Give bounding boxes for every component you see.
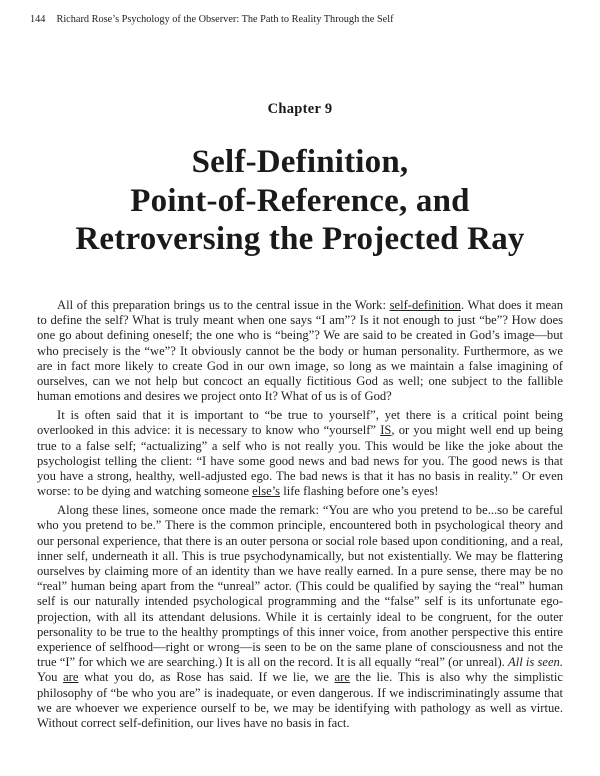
italic-text: All is seen. <box>508 655 563 670</box>
chapter-title-line: Self-Definition, <box>191 144 409 180</box>
underlined-text: self-definition <box>389 298 461 312</box>
text-run: . What does it mean to define the self? What is truly meant when one says “I am”? Is it not enough to just “be”? How does one go about defining oneself; the one who is “being”? We are said to be created in God’s image—but who precisely is the “we”? It obviously cannot be the body or human personality. Furthermore, as we are in fact more likely to create God in our own image, so long as we maintain a false imagining of ourselves, can we not help but concoct an equally fictitious God as well; one subject to the fallible human emotions and desires we project onto It? What of us is of God? <box>37 298 563 404</box>
body-paragraph <box>37 408 563 499</box>
chapter-title <box>40 143 560 259</box>
text-run: what you do, as Rose has said. If we lie, we <box>78 670 335 685</box>
text-run: life flashing before one’s eyes! <box>280 484 439 499</box>
underlined-text: else’s <box>252 484 281 499</box>
text-run: Along these lines, someone once made the remark: “You are who you pretend to be...so be careful who you pretend to be.” There is the common principle, encountered both in psychological theory and our personal experience, that there is an outer persona or social role based upon conditioning, and a real, inner self, underneath it all. This is true psychodynamically, but not existentially. We may be flattering ourselves by claiming more of an identity than we have really earned. In a pure sense, there may be no “real” human being apart from the “unreal” actor. (This could be qualified by saying the “real” human self is our naturally intended psychological programming and the “false” self is its unfortunate ego-projection, with all its attendant delusions. While it is certainly ideal to be congruent, for the outer personality to be true to the healthy promptings of this inner voice, from another perspective this entire experience of selfhood—right or wrong—is seen to be on the same plane of consciousness and not the true “I” for which we are searching.) It is all on the record. It is all equally “real” (or unreal). <box>37 503 563 670</box>
underlined-text: IS <box>380 423 392 438</box>
text-run: It is often said that it is important to “be true to yourself”, yet there is a critical point being overlooked in this advice: it is necessary to know who “yourself” <box>37 408 563 438</box>
body-paragraph <box>37 298 563 404</box>
text-run: All of this preparation brings us to the central issue in the Work: <box>57 298 390 312</box>
chapter-title-line: Retroversing the Projected Ray <box>75 221 525 257</box>
body-text <box>37 298 563 735</box>
text-run: the lie. This is also why the simplistic philosophy of “be who you are” is inadequate, or even dangerous. If we indiscriminatingly assume that we are whoever we experience ourself to be, we may be identifying with pathology as well as virtue. Without correct self-definition, our lives have no basis in fact. <box>37 670 563 731</box>
chapter-title-line: Point-of-Reference, and <box>130 182 470 219</box>
text-run: , or you might well end up being true to a false self; “actualizing” a self who is not really you. This would be like the joke about the psychologist telling the client: “I have some good news and bad news for you. The good news is that you have a strong, healthy, well-adjusted ego. The bad news is that it has no basis in reality.” Or even worse: to be dying and watching someone <box>37 423 563 499</box>
running-title: Richard Rose’s Psychology of the Observer: The Path to Reality Through the Self <box>56 14 394 25</box>
text-run: You <box>37 670 64 685</box>
underlined-text: are <box>334 670 350 685</box>
underlined-text: are <box>63 670 79 685</box>
body-paragraph <box>37 503 563 731</box>
page-number: 144 <box>30 14 46 25</box>
chapter-label: Chapter 9 <box>267 101 333 117</box>
running-head <box>30 14 570 25</box>
